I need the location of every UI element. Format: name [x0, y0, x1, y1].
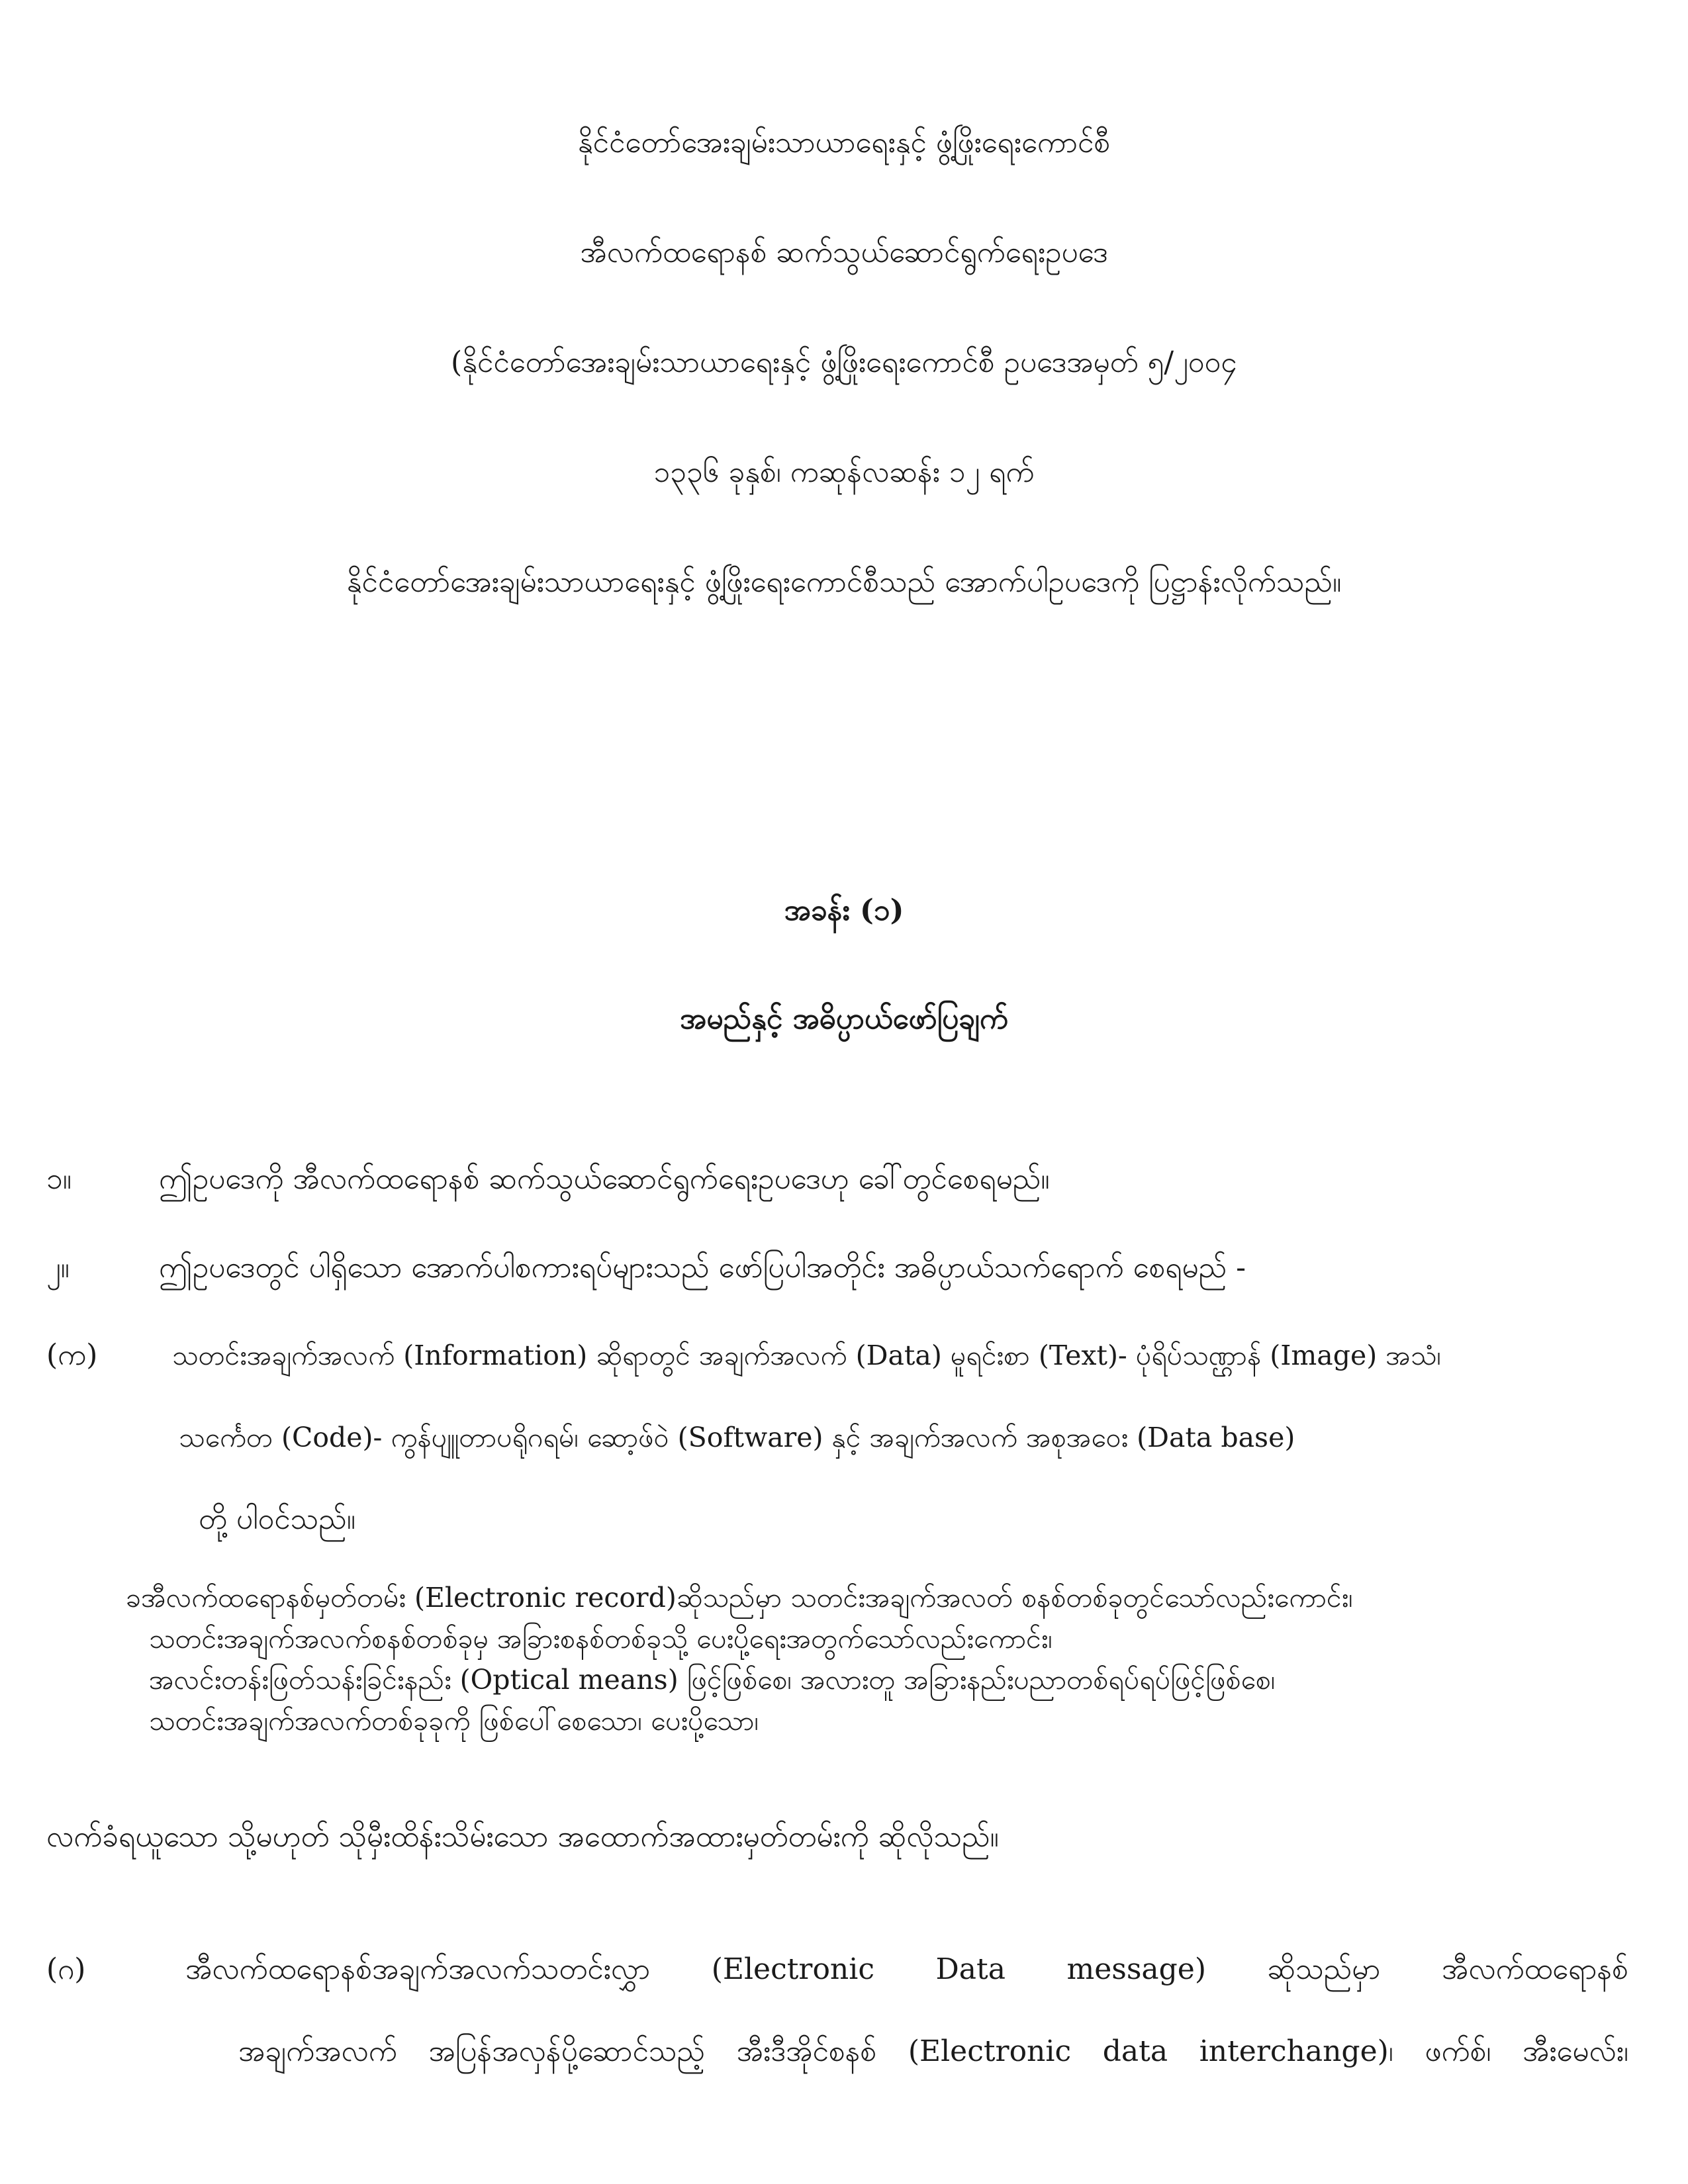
clause-kha-line-3: အလင်းတန်းဖြတ်သန်းခြင်းနည်း (Optical means) ဖြင့်ဖြစ်စေ၊ အလားတူ အခြားနည်းပညာတစ်ရပ်ရပ်ဖြင့်ဖြစ်စေ၊	[149, 1664, 1276, 1696]
section-1-text: ဤဥပဒေကို အီလက်ထရောနစ် ဆက်သွယ်ဆောင်ရွက်ရေးဥပဒေဟု ခေါ်တွင်စေရမည်။	[159, 1162, 1050, 1196]
clause-kha-line-2: သတင်းအချက်အလက်စနစ်တစ်ခုမှ အခြားစနစ်တစ်ခုသို့ ပေးပို့ရေးအတွက်သော်လည်းကောင်း၊	[149, 1623, 1053, 1655]
clause-kha-line-1: ခအီလက်ထရောနစ်မှတ်တမ်း (Electronic record)ဆိုသည်မှာ သတင်းအချက်အလတ် စနစ်တစ်ခုတွင်သော်လည်းကောင်း၊	[126, 1582, 1353, 1614]
clause-ga-word: interchange)၊	[1199, 2034, 1393, 2068]
clause-ka-line-3: တို့ ပါဝင်သည်။	[199, 1502, 356, 1536]
section-2-number: ၂။	[46, 1251, 70, 1285]
clause-ka-line-1: သတင်းအချက်အလက် (Information) ဆိုရာတွင် အချက်အလက် (Data) မူရင်းစာ (Text)- ပုံရိပ်သဏ္ဌာန် (Image) အသံ၊	[172, 1340, 1442, 1371]
clause-ka-line-2: သင်္ကေတ (Code)- ကွန်ပျူတာပရိုဂရမ်၊ ဆော့ဖ်ဝဲ (Software) နှင့် အချက်အလက် အစုအဝေး (Data base)	[179, 1422, 1295, 1453]
clause-ga-word: ဆိုသည်မှာ	[1267, 1952, 1381, 1986]
clause-ga-word: data	[1102, 2034, 1168, 2068]
clause-ga-word: Data	[935, 1952, 1006, 1986]
header-law-title: အီလက်ထရောနစ် ဆက်သွယ်ဆောင်ရွက်ရေးဥပဒေ	[580, 236, 1108, 269]
header-law-number: (နိုင်ငံတော်အေးချမ်းသာယာရေးနှင့် ဖွံ့ဖြိုးရေးကောင်စီ ဥပဒေအမှတ် ၅/၂၀၀၄	[451, 345, 1237, 379]
clause-ga-word: အပြန်အလှန်ပို့ဆောင်သည့်	[428, 2034, 705, 2068]
clause-ga-word: အီလက်ထရောနစ်အချက်အလက်သတင်းလွှာ	[185, 1952, 651, 1986]
clause-ga-word: အီးဒီအိုင်စနစ်	[736, 2034, 877, 2068]
header-date: ၁၃၃၆ ခုနှစ်၊ ကဆုန်လဆန်း ၁၂ ရက်	[653, 455, 1035, 489]
clause-kha-line-4: သတင်းအချက်အလက်တစ်ခုခုကို ဖြစ်ပေါ်စေသော၊ ပေးပို့သော၊	[149, 1705, 759, 1737]
clause-ga-word: အီးမေလ်း၊	[1522, 2034, 1628, 2068]
clause-ga-line-1	[185, 1950, 1628, 1989]
clause-ka-label: (က)	[46, 1338, 98, 1372]
clause-kha-line-5: လက်ခံရယူသော သို့မဟုတ် သိုမှီးထိန်းသိမ်းသော အထောက်အထားမှတ်တမ်းကို ဆိုလိုသည်။	[46, 1820, 999, 1854]
clause-ga-word: ဖက်စ်၊	[1425, 2034, 1491, 2068]
header-enactment: နိုင်ငံတော်အေးချမ်းသာယာရေးနှင့် ဖွံ့ဖြိုးရေးကောင်စီသည် အောက်ပါဥပဒေကို ပြဋ္ဌာန်းလိုက်သည်။	[346, 565, 1342, 599]
clause-ga-word: အီလက်ထရောနစ်	[1441, 1952, 1628, 1986]
clause-ga-word: (Electronic	[908, 2034, 1072, 2068]
chapter-subtitle: အမည်နှင့် အဓိပ္ပာယ်ဖော်ပြချက်	[680, 1002, 1008, 1036]
section-2-text: ဤဥပဒေတွင် ပါရှိသော အောက်ပါစကားရပ်များသည် ဖော်ပြပါအတိုင်း အဓိပ္ပာယ်သက်ရောက် စေရမည် -	[159, 1251, 1246, 1285]
clause-ga-word: (Electronic	[711, 1952, 874, 1986]
clause-ga-word: message)	[1066, 1952, 1207, 1986]
clause-ga-line-2	[238, 2032, 1628, 2071]
header-council-name: နိုင်ငံတော်အေးချမ်းသာယာရေးနှင့် ဖွံ့ဖြိုးရေးကောင်စီ	[577, 126, 1111, 159]
clause-ga-word: အချက်အလက်	[238, 2034, 397, 2068]
section-1-number: ၁။	[46, 1162, 72, 1196]
chapter-title: အခန်း (၁)	[784, 893, 904, 927]
clause-ga-label: (ဂ)	[46, 1952, 86, 1986]
